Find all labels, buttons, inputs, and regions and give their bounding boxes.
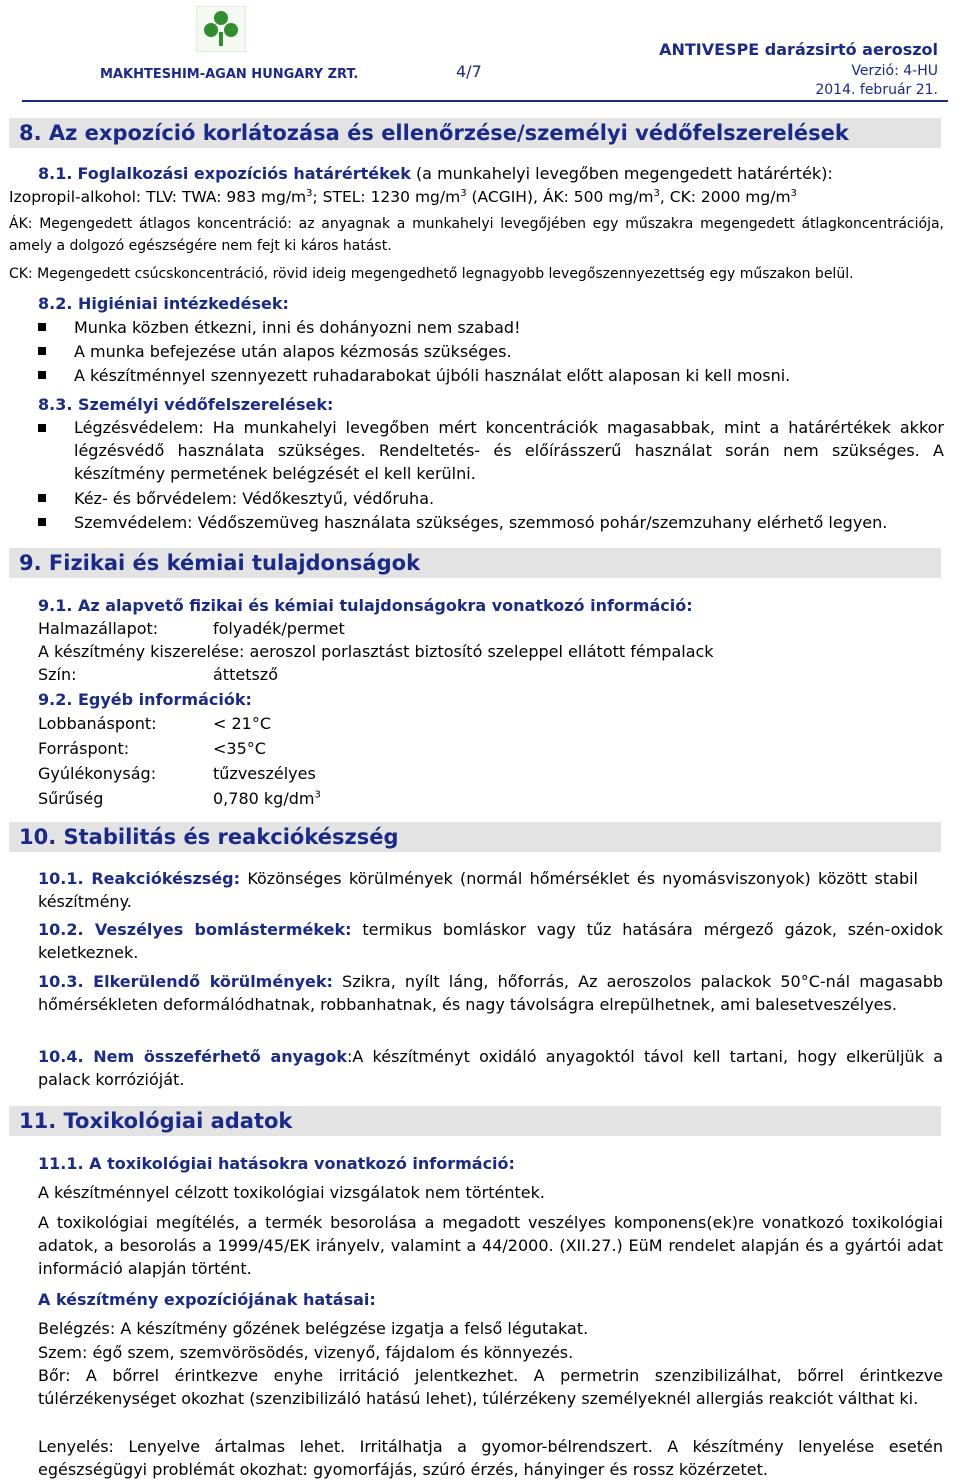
s83-item — [38, 487, 434, 510]
s83-item: Légzésvédelem: Ha munkahelyi levegőben mért koncentrációk magasabbak, mint a határértékek akkor légzésvédő használata szükséges. Rendeltetés- és előírásszerű használat során nem szükséges. A készítmény permetének belégzését el kell kerülni. — [74, 418, 944, 483]
ck-definition: CK: Megengedett csúcskoncentráció, rövid ideig megengedhető legnagyobb levegőszennyezettség egy műszakon belül. — [9, 266, 854, 282]
version: Verzió: 4-HU — [851, 63, 938, 79]
izo-d: , CK: 2000 mg/m — [659, 188, 791, 206]
s81-heading — [38, 162, 833, 185]
section-10-title: 10. Stabilitás és reakciókészség — [9, 822, 941, 852]
s104-label: 10.4. Nem összeférhető anyagok — [38, 1047, 347, 1066]
label: Lobbanáspont: — [38, 714, 157, 733]
sup: 3 — [653, 187, 660, 199]
company-logo — [196, 6, 246, 52]
s91-title: 9.1. Az alapvető fizikai és kémiai tulajdonságokra vonatkozó információ: — [38, 596, 693, 615]
bullet-icon — [38, 371, 46, 379]
s101-label: 10.1. Reakciókészség: — [38, 869, 241, 888]
s111-p1: A készítménnyel célzott toxikológiai vizsgálatok nem történtek. — [38, 1183, 545, 1202]
s82-item-text: A készítménnyel szennyezett ruhadarabokat újbóli használat előtt alaposan ki kell mosni. — [74, 366, 791, 385]
header-divider — [22, 100, 948, 102]
s81-num: 8.1. — [38, 164, 73, 183]
value: áttetsző — [213, 665, 278, 684]
s103-text: Szikra, nyílt láng, hőforrás, Az aeroszolos palackok 50°C-nál magasabb hőmérsékleten deformálódhatnak, robbanhatnak, és nagy távolságra elrepülhetnek, ami balesetveszélyes. — [38, 972, 944, 1014]
forraspont-row — [38, 737, 266, 760]
s101-text: Közönséges körülmények (normál hőmérséklet és nyomásviszonyok) között stabil készítmény. — [38, 869, 919, 911]
lobbanaspont-row — [38, 712, 271, 735]
izo-c: (ACGIH), ÁK: 500 mg/m — [466, 188, 654, 206]
suruseg-row — [38, 787, 321, 810]
s111-title: 11.1. A toxikológiai hatásokra vonatkozó információ: — [38, 1154, 515, 1173]
s101-paragraph — [38, 867, 918, 913]
s102-text: termikus bomláskor vagy tűz hatására mérgező gázok, szén-oxidok keletkeznek. — [38, 920, 943, 962]
ak-definition: ÁK: Megengedett átlagos koncentráció: az anyagnak a munkahelyi levegőjében egy műszakra megengedett átlagkoncentrációja, amely a dolgozó egészségére nem fejt ki káros hatást. — [9, 216, 944, 254]
szem: Szem: égő szem, szemvörösödés, vizenyő, fájdalom és könnyezés. — [38, 1343, 574, 1362]
bullet-icon — [38, 494, 46, 502]
s82-item-text: A munka befejezése után alapos kézmosás szükséges. — [74, 342, 512, 361]
section-9-title: 9. Fizikai és kémiai tulajdonságok — [9, 548, 941, 578]
page-header — [0, 0, 960, 100]
halmazallapot-row — [38, 617, 345, 640]
sup: 3 — [460, 187, 467, 199]
lenyeles: Lenyelés: Lenyelve ártalmas lehet. Irritálhatja a gyomor-bélrendszert. A készítmény lenyelése esetén egészségügyi problémát okozhat: gyomorfájás, szúró érzés, hányinger és rossz közérzetet. — [38, 1437, 943, 1479]
label: Sűrűség — [38, 789, 104, 808]
s82-item — [38, 316, 521, 339]
sup: 3 — [306, 187, 313, 199]
s82-title: 8.2. Higiéniai intézkedések: — [38, 294, 289, 313]
kiszereles: A készítmény kiszerelése: aeroszol porlasztást biztosító szeleppel ellátott fémpalack — [38, 642, 714, 661]
bullet-icon — [38, 323, 46, 331]
sup: 3 — [314, 789, 321, 801]
value: < 21°C — [213, 714, 272, 733]
exposure-title: A készítmény expozíciójának hatásai: — [38, 1290, 376, 1309]
s104-text: :A készítményt oxidáló anyagoktól távol kell tartani, hogy elkerüljük a palack korrózióját. — [38, 1047, 944, 1089]
label: Szín: — [38, 665, 77, 684]
bullet-icon — [38, 518, 46, 526]
s102-paragraph — [38, 918, 943, 964]
s83-title: 8.3. Személyi védőfelszerelések: — [38, 395, 334, 414]
label: Halmazállapot: — [38, 619, 159, 638]
company-name: MAKHTESHIM-AGAN HUNGARY ZRT. — [100, 67, 359, 82]
s81-title: Foglalkozási expozíciós határértékek — [77, 164, 411, 183]
value: folyadék/permet — [213, 619, 345, 638]
s83-item-text: Kéz- és bőrvédelem: Védőkesztyű, védőruha. — [74, 489, 435, 508]
izo-a: Izopropil-alkohol: TLV: TWA: 983 mg/m — [9, 188, 307, 206]
value: tűzveszélyes — [213, 764, 316, 783]
value: 0,780 kg/dm — [213, 789, 315, 808]
gyulekonysag-row — [38, 762, 316, 785]
izo-b: ; STEL: 1230 mg/m — [312, 188, 461, 206]
section-11-title: 11. Toxikológiai adatok — [9, 1106, 941, 1136]
s103-paragraph — [38, 970, 943, 1016]
belegzes: Belégzés: A készítmény gőzének belégzése izgatja a felső légutakat. — [38, 1319, 589, 1338]
s103-label: 10.3. Elkerülendő körülmények: — [38, 972, 333, 991]
s81-rest: (a munkahelyi levegőben megengedett határérték): — [415, 164, 833, 183]
izopropil-limits — [9, 186, 797, 209]
s83-item — [38, 511, 887, 534]
s83-item-text: Szemvédelem: Védőszemüveg használata szükséges, szemmosó pohár/szemzuhany elérhető legyen. — [74, 513, 888, 532]
product-name: ANTIVESPE darázsirtó aeroszol — [659, 40, 938, 59]
s82-item — [38, 364, 790, 387]
page-number: 4/7 — [456, 62, 482, 81]
s111-p2: A toxikológiai megítélés, a termék besorolása a megadott veszélyes komponens(ek)re vonatkozó toxikológiai adatok, a besorolás a 1999/45/EK irányelv, valamint a 44/2000. (XII.27.) EüM rendelet alapján és a gyártói adat információ alapján történt. — [38, 1213, 943, 1278]
bullet-icon — [38, 424, 46, 432]
s104-paragraph — [38, 1045, 943, 1091]
s82-item-text: Munka közben étkezni, inni és dohányozni nem szabad! — [74, 318, 521, 337]
value: <35°C — [213, 739, 266, 758]
label: Forráspont: — [38, 739, 130, 758]
sup: 3 — [790, 187, 797, 199]
s102-label: 10.2. Veszélyes bomlástermékek: — [38, 920, 352, 939]
s82-item — [38, 340, 512, 363]
bullet-icon — [38, 347, 46, 355]
date: 2014. február 21. — [815, 82, 938, 98]
label: Gyúlékonyság: — [38, 764, 157, 783]
szin-row — [38, 663, 278, 686]
bor: Bőr: A bőrrel érintkezve enyhe irritáció jelentkezhet. A permetrin szenzibilizálhat, bőrrel érintkezve túlérzékenységet okozhat (szenzibilizáló hatású lehet), túlérzékeny személyeknél allergiás reakciót válthat ki. — [38, 1366, 943, 1408]
section-8-title: 8. Az expozíció korlátozása és ellenőrzése/személyi védőfelszerelések — [9, 118, 941, 148]
s92-title: 9.2. Egyéb információk: — [38, 690, 252, 709]
